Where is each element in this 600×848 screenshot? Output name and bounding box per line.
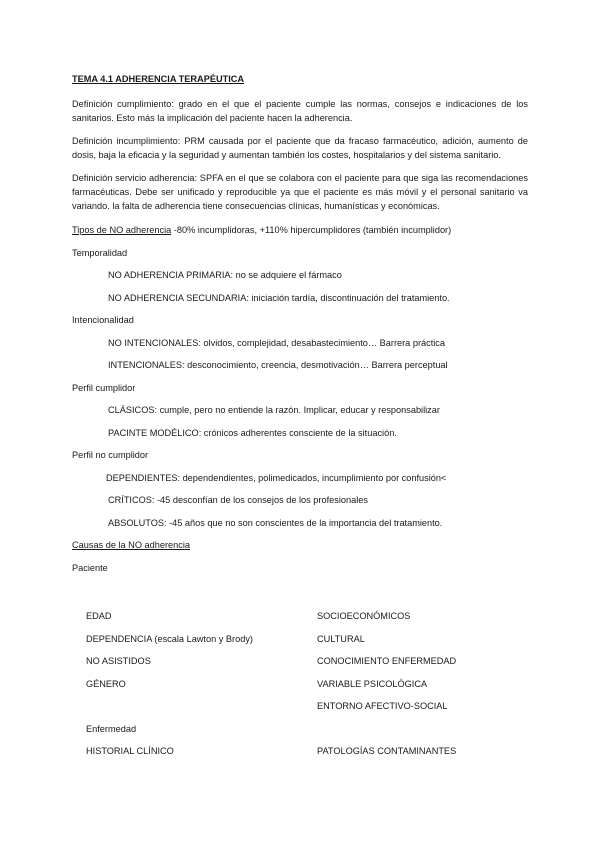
temporalidad-label: Temporalidad bbox=[72, 247, 128, 258]
cause-right: CONOCIMIENTO ENFERMEDAD bbox=[317, 656, 457, 666]
temporalidad-item: NO ADHERENCIA PRIMARIA: no se adquiere el fármaco bbox=[108, 270, 342, 280]
cause-row bbox=[86, 679, 506, 693]
cause-left: EDAD bbox=[86, 611, 112, 621]
cause-right: PATOLOGÍAS CONTAMINANTES bbox=[317, 746, 457, 756]
perfil-no-cumplidor-item: CRÍTICOS: -45 desconfían de los consejos de los profesionales bbox=[108, 495, 368, 505]
cause-row bbox=[86, 701, 506, 715]
document-page bbox=[72, 74, 528, 583]
enfermedad-label bbox=[86, 724, 506, 738]
cause-left: HISTORIAL CLÍNICO bbox=[86, 746, 174, 756]
paciente-label: Paciente bbox=[72, 562, 108, 573]
tipos-heading: Tipos de NO adherencia bbox=[72, 225, 172, 235]
cause-right: CULTURAL bbox=[317, 633, 365, 644]
cause-right: SOCIOECONÓMICOS bbox=[317, 611, 411, 621]
temporalidad-item: NO ADHERENCIA SECUNDARIA: iniciación tardía, discontinuación del tratamiento. bbox=[108, 292, 450, 303]
document-title: TEMA 4.1 ADHERENCIA TERAPÉUTICA bbox=[72, 74, 245, 84]
intencionalidad-item: NO INTENCIONALES: olvidos, complejidad, desabastecimiento… Barrera práctica bbox=[108, 337, 446, 348]
paciente-causes-grid bbox=[86, 611, 506, 769]
cause-row bbox=[86, 656, 506, 670]
cause-left: DEPENDENCIA (escala Lawton y Brody) bbox=[86, 633, 253, 644]
paragraph-cumplimiento: Definición cumplimiento: grado en el que el paciente cumple las normas, consejos e indicaciones de los sanitarios. Esto más la implicación del paciente hacen la adherencia. bbox=[72, 99, 528, 123]
cause-right: ENTORNO AFECTIVO-SOCIAL bbox=[317, 701, 448, 711]
cause-row bbox=[86, 746, 506, 760]
perfil-cumplidor-item: PACINTE MODÉLICO: crónicos adherentes consciente de la situación. bbox=[108, 427, 397, 438]
perfil-no-cumplidor-label: Perfil no cumplidor bbox=[72, 450, 149, 460]
cause-left: NO ASISTIDOS bbox=[86, 656, 151, 666]
cause-row bbox=[86, 611, 506, 625]
cause-row bbox=[86, 634, 506, 648]
intencionalidad-label: Intencionalidad bbox=[72, 315, 134, 325]
perfil-no-cumplidor-item: DEPENDIENTES: dependendientes, polimedicados, incumplimiento por confusión< bbox=[106, 472, 447, 483]
perfil-no-cumplidor-item: ABSOLUTOS: -45 años que no son conscientes de la importancia del tratamiento. bbox=[108, 517, 443, 528]
causas-heading: Causas de la NO adherencia bbox=[72, 540, 190, 550]
tipos-line bbox=[72, 223, 528, 237]
cause-left: GÉNERO bbox=[86, 678, 126, 689]
tipos-text: -80% incumplidoras, +110% hipercumplidores (también incumplidor) bbox=[171, 225, 452, 235]
perfil-cumplidor-label: Perfil cumplidor bbox=[72, 382, 136, 393]
paragraph-incumplimiento: Definición incumplimiento: PRM causada por el paciente que da fracaso farmacéutico, adición, aumento de dosis, baja la eficacia y la seguridad y aumentan también los costes, hospitalarios y del sistema sanitario. bbox=[72, 136, 528, 160]
intencionalidad-item: INTENCIONALES: desconocimiento, creencia, desmotivación… Barrera perceptual bbox=[108, 360, 448, 370]
paragraph-servicio: Definición servicio adherencia: SPFA en el que se colabora con el paciente para que siga las recomendaciones farmacéuticas. Debe ser unificado y reproducible ya que el paciente es más móvil y el personal sanitario va variando. la falta de adherencia tiene consecuencias clínicas, humanísticas y económicas. bbox=[72, 173, 528, 211]
perfil-cumplidor-item: CLÁSICOS: cumple, pero no entiende la razón. Implicar, educar y responsabilizar bbox=[108, 405, 440, 415]
cause-right: VARIABLE PSICOLÓGICA bbox=[317, 678, 428, 689]
enfermedad-label-text: Enfermedad bbox=[86, 723, 137, 734]
